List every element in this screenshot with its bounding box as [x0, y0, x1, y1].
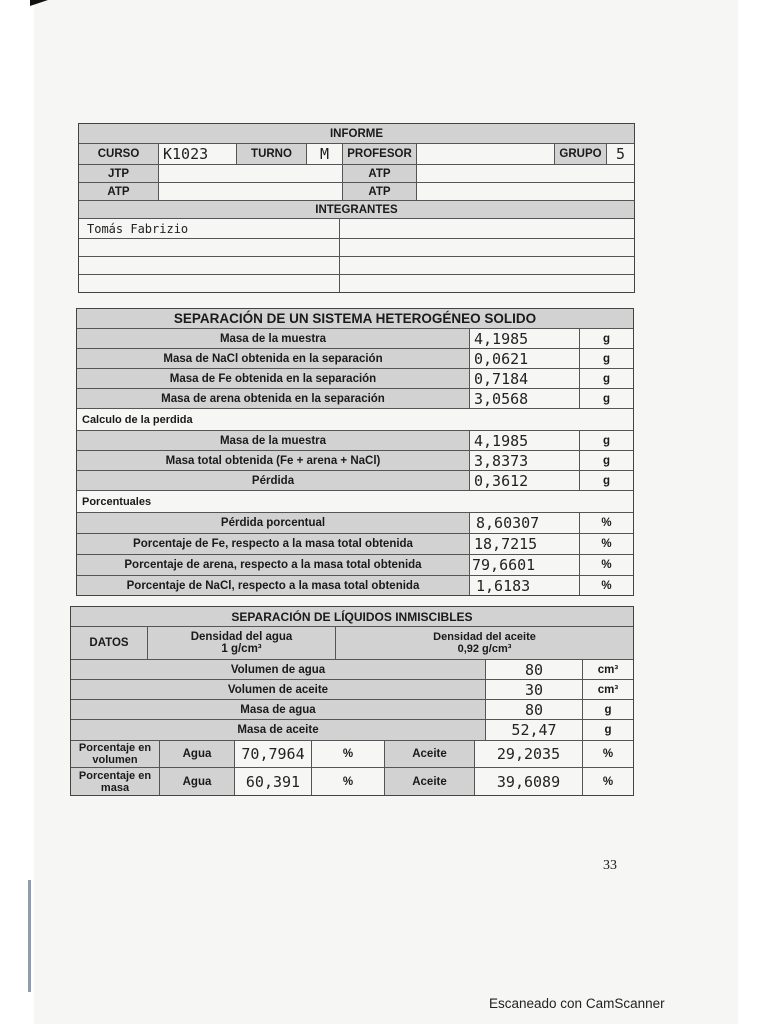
porcentual-row-unit: % — [601, 538, 612, 550]
integrantes-row-1 — [79, 219, 634, 239]
grupo-value: 5 — [615, 145, 626, 163]
page-corner-shadow — [30, 0, 48, 6]
liquid-row — [71, 680, 633, 700]
liquid-separation-table — [70, 606, 634, 796]
vol-agua-value: 70,7964 — [241, 745, 305, 763]
porcentual-row-label: Porcentaje de NaCl, respecto a la masa total obtenida — [126, 579, 420, 592]
solid-row-value: 0,7184 — [474, 369, 529, 388]
solid-row-unit: g — [602, 372, 611, 385]
page-number: 33 — [603, 858, 617, 873]
informe-title-row — [79, 124, 634, 144]
pct-unit-aceite-vol: % — [602, 748, 614, 760]
pct-volumen-label: Porcentaje en volumen — [78, 742, 152, 766]
atp-label-1: ATP — [368, 167, 391, 180]
turno-value: M — [319, 145, 330, 163]
agua-label-masa: Agua — [182, 775, 212, 788]
perdida-row — [77, 471, 633, 491]
liquid-row-label: Volumen de aceite — [227, 683, 329, 696]
integrantes-row-4 — [79, 275, 634, 292]
porcentuales-section-title: Porcentuales — [82, 495, 152, 508]
curso-row — [79, 144, 634, 165]
datos-label: DATOS — [89, 637, 129, 649]
liquid-row-label: Masa de agua — [240, 703, 316, 716]
jtp-row — [79, 165, 634, 183]
aceite-label-vol: Aceite — [412, 748, 447, 760]
solid-row-value: 4,1985 — [474, 329, 529, 348]
liquid-title: SEPARACIÓN DE LÍQUIDOS INMISCIBLES — [231, 609, 473, 624]
liquid-row-value: 30 — [524, 680, 544, 699]
atp-value-1 — [417, 165, 634, 182]
masa-agua-value: 60,391 — [245, 772, 301, 791]
porcentual-row — [77, 534, 633, 555]
perdida-section-row — [77, 409, 633, 431]
scanner-watermark: Escaneado con CamScanner — [489, 996, 665, 1011]
perdida-row-value: 4,1985 — [474, 431, 529, 450]
densidad-aceite-value: 0,92 g/cm³ — [457, 643, 512, 655]
jtp-value — [159, 165, 343, 182]
densidad-agua-label: Densidad del agua — [190, 631, 293, 643]
solid-row-label: Masa de arena obtenida en la separación — [161, 392, 385, 405]
solid-row-value: 0,0621 — [474, 349, 529, 368]
solid-row-label: Masa de la muestra — [219, 332, 327, 345]
liquid-row-value: 52,47 — [511, 721, 557, 739]
solid-row-unit: g — [602, 352, 611, 365]
porcentual-row-label: Pérdida porcentual — [220, 517, 326, 529]
solid-row-unit: g — [602, 332, 611, 345]
porcentual-row-label: Porcentaje de arena, respecto a la masa total obtenida — [124, 559, 422, 571]
atp-value-2 — [159, 183, 343, 200]
solid-row-unit: g — [602, 392, 611, 405]
liquid-row — [71, 660, 633, 680]
porcentuales-section-row — [77, 491, 633, 513]
integrante-1: Tomás Fabrizio — [87, 221, 189, 236]
porcentual-row-value: 8,60307 — [476, 514, 540, 532]
solid-row-label: Masa de NaCl obtenida en la separación — [163, 352, 383, 365]
atp-value-3 — [417, 183, 634, 200]
pct-unit-agua-vol: % — [342, 748, 354, 760]
jtp-label: JTP — [107, 167, 130, 180]
masa-aceite-value: 39,6089 — [496, 772, 561, 791]
perdida-row-value: 0,3612 — [474, 471, 529, 490]
pct-unit-agua-masa: % — [342, 775, 354, 788]
solid-row-label: Masa de Fe obtenida en la separación — [169, 372, 377, 385]
integrantes-title-row — [79, 201, 634, 219]
liquid-row — [71, 720, 633, 741]
perdida-row-unit: g — [602, 454, 611, 467]
densidad-aceite-label: Densidad del aceite — [433, 631, 536, 643]
pct-unit-aceite-masa: % — [602, 775, 614, 788]
perdida-row — [77, 451, 633, 471]
integrantes-label: INTEGRANTES — [315, 203, 398, 216]
liquid-row-unit: g — [604, 724, 612, 736]
aceite-label-masa: Aceite — [412, 775, 447, 788]
page-edge-shadow — [28, 880, 31, 992]
turno-label: TURNO — [251, 148, 292, 160]
densidad-agua-value: 1 g/cm³ — [221, 643, 262, 655]
porcentual-row-unit: % — [601, 559, 612, 571]
curso-label: CURSO — [97, 148, 140, 160]
informe-title: INFORME — [329, 127, 384, 140]
profesor-label: PROFESOR — [347, 148, 412, 160]
atp-row — [79, 183, 634, 201]
integrantes-row-2 — [79, 239, 634, 257]
porcentual-row-value: 79,6601 — [472, 556, 536, 574]
liquid-row-label: Volumen de agua — [230, 663, 326, 676]
liquid-row-label: Masa de aceite — [237, 724, 319, 736]
profesor-value — [417, 144, 555, 164]
porcentual-row-unit: % — [601, 517, 612, 529]
liquid-title-row — [71, 607, 633, 627]
pct-volumen-row — [71, 741, 633, 768]
liquid-row-value: 80 — [524, 660, 544, 679]
liquid-row-value: 80 — [524, 700, 544, 719]
vol-aceite-value: 29,2035 — [496, 745, 561, 763]
perdida-section-title: Calculo de la perdida — [82, 413, 193, 426]
liquid-row — [71, 700, 633, 720]
porcentual-row-label: Porcentaje de Fe, respecto a la masa total obtenida — [133, 538, 413, 550]
perdida-row — [77, 431, 633, 451]
porcentual-row — [77, 555, 633, 576]
atp-label-2: ATP — [107, 185, 130, 198]
pct-masa-row — [71, 768, 633, 795]
perdida-row-unit: g — [602, 434, 611, 447]
informe-table — [78, 123, 635, 293]
porcentual-row-unit: % — [601, 579, 612, 592]
liquid-row-unit: cm³ — [597, 663, 619, 676]
perdida-row-unit: g — [602, 474, 611, 487]
porcentual-row-value: 1,6183 — [476, 576, 531, 595]
solid-row — [77, 349, 633, 369]
liquid-row-unit: cm³ — [597, 683, 619, 696]
curso-value: K1023 — [163, 145, 209, 163]
solid-row-value: 3,0568 — [474, 389, 529, 408]
porcentual-row-value: 18,7215 — [474, 535, 538, 553]
solid-row — [77, 329, 633, 349]
perdida-row-label: Masa de la muestra — [219, 434, 327, 447]
atp-label-3: ATP — [368, 185, 391, 198]
solid-title: SEPARACIÓN DE UN SISTEMA HETEROGÉNEO SOLIDO — [173, 311, 537, 326]
grupo-label: GRUPO — [559, 148, 602, 160]
solid-separation-table — [76, 308, 634, 596]
perdida-row-value: 3,8373 — [474, 451, 529, 470]
datos-row — [71, 627, 633, 660]
integrantes-row-3 — [79, 257, 634, 275]
solid-row — [77, 369, 633, 389]
perdida-row-label: Pérdida — [251, 474, 295, 487]
solid-row — [77, 389, 633, 409]
liquid-row-unit: g — [604, 703, 612, 716]
solid-title-row — [77, 309, 633, 329]
porcentual-row — [77, 513, 633, 534]
perdida-row-label: Masa total obtenida (Fe + arena + NaCl) — [165, 454, 381, 467]
porcentual-row — [77, 576, 633, 595]
agua-label-vol: Agua — [182, 748, 212, 760]
pct-masa-label: Porcentaje en masa — [78, 769, 152, 794]
